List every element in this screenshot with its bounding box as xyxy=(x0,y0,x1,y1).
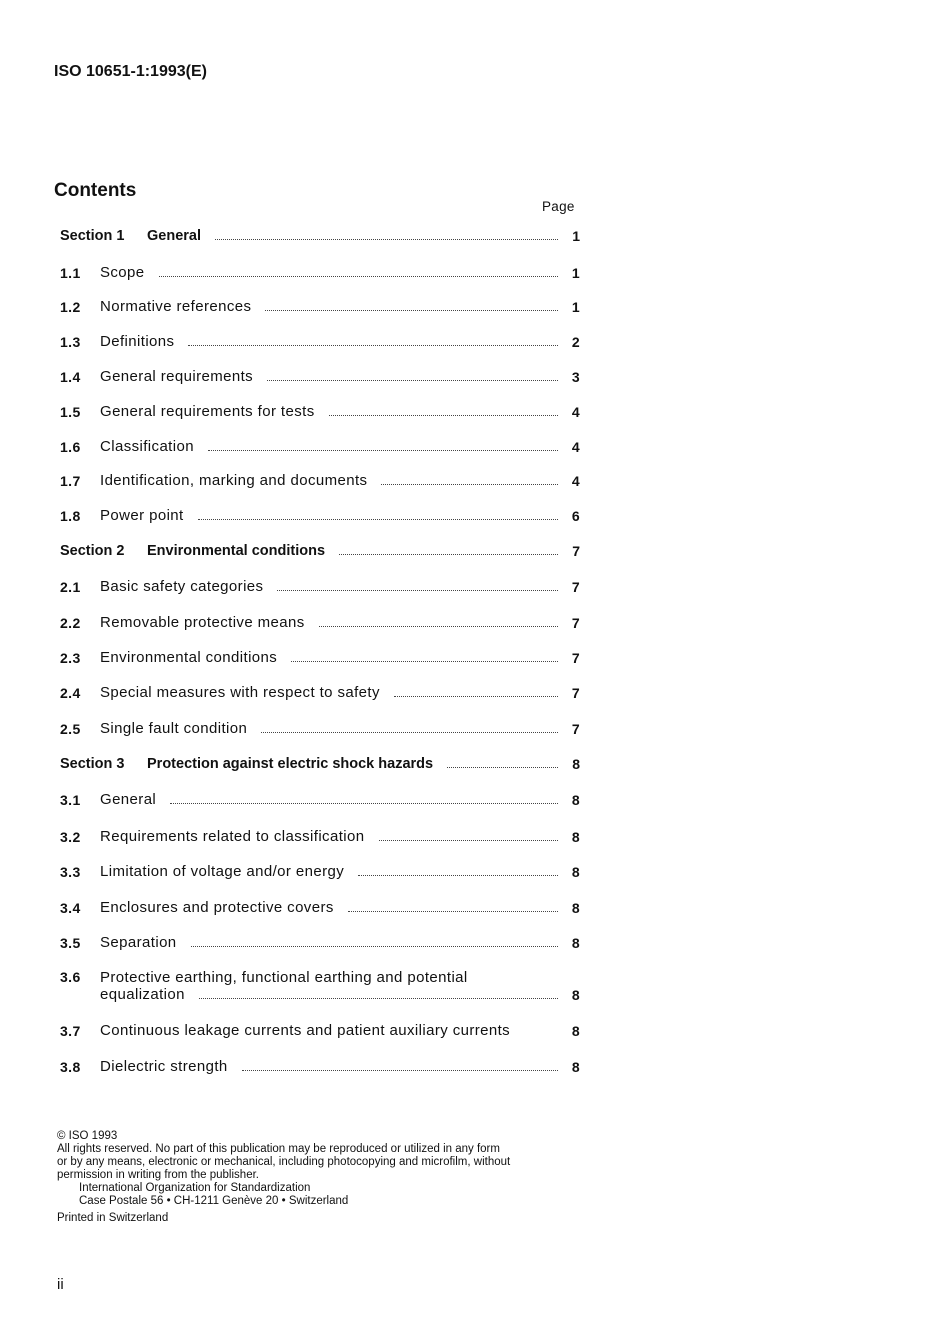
toc-entry-title: Separation xyxy=(100,934,177,951)
toc-entry-row xyxy=(60,828,580,845)
toc-page-number: 8 xyxy=(571,935,580,951)
dot-leader xyxy=(277,590,558,591)
document-id: ISO 10651-1:1993(E) xyxy=(54,63,207,80)
toc-entry-row xyxy=(60,298,580,315)
toc-entry-row xyxy=(60,507,580,524)
dot-leader xyxy=(191,946,558,947)
toc-entry-title: Definitions xyxy=(100,333,175,350)
toc-page-number: 7 xyxy=(571,650,580,666)
toc-section-row xyxy=(60,543,580,559)
toc-page-number: 4 xyxy=(571,473,580,489)
toc-entry-number: 3.1 xyxy=(60,792,81,808)
toc-page-number: 6 xyxy=(571,508,580,524)
toc-page-number: 1 xyxy=(572,228,580,244)
page-number: ii xyxy=(57,1276,64,1293)
toc-entry-row xyxy=(60,969,580,1003)
dot-leader xyxy=(242,1070,558,1071)
toc-entry-title: Single fault condition xyxy=(100,720,248,737)
toc-entry-row xyxy=(60,472,580,489)
toc-entry-title: Power point xyxy=(100,507,184,524)
organization-address: Case Postale 56 • CH-1211 Genève 20 • Switzerland xyxy=(79,1195,349,1207)
toc-page-number: 7 xyxy=(571,615,580,631)
toc-section-number: Section 3 xyxy=(60,756,125,772)
toc-entry-row xyxy=(60,264,580,281)
dot-leader xyxy=(170,803,558,804)
toc-entry-number: 3.7 xyxy=(60,1023,81,1039)
toc-entry-number: 3.8 xyxy=(60,1059,81,1075)
toc-entry-title: General requirements xyxy=(100,368,254,385)
copyright-line: © ISO 1993 xyxy=(57,1130,118,1142)
copyright-line: or by any means, electronic or mechanical, including photocopying and microfilm, without xyxy=(57,1156,511,1168)
dot-leader xyxy=(261,732,558,733)
toc-entry-title: Scope xyxy=(100,264,145,281)
page-column-label: Page xyxy=(542,199,575,214)
dot-leader xyxy=(394,696,558,697)
toc-entry-row xyxy=(60,934,580,951)
toc-page-number: 4 xyxy=(571,404,580,420)
toc-entry-row xyxy=(60,863,580,880)
toc-page-number: 4 xyxy=(571,439,580,455)
toc-entry-row xyxy=(60,720,580,737)
toc-entry-title: Dielectric strength xyxy=(100,1058,228,1075)
toc-section-row xyxy=(60,756,580,772)
toc-page-number: 8 xyxy=(571,1059,580,1075)
toc-entry-title: Normative references xyxy=(100,298,252,315)
toc-entry-title: General requirements for tests xyxy=(100,403,315,420)
toc-entry-row xyxy=(60,1022,580,1039)
toc-entry-number: 1.3 xyxy=(60,334,81,350)
toc-entry-title: Protective earthing, functional earthing and potential xyxy=(100,969,468,986)
toc-entry-row xyxy=(60,578,580,595)
toc-page-number: 8 xyxy=(571,792,580,808)
toc-entry-number: 1.2 xyxy=(60,299,81,315)
toc-entry-title: Classification xyxy=(100,438,194,455)
toc-entry-row xyxy=(60,333,580,350)
toc-page-number: 8 xyxy=(571,1023,580,1039)
dot-leader xyxy=(208,450,558,451)
dot-leader xyxy=(291,661,558,662)
toc-entry-title: Limitation of voltage and/or energy xyxy=(100,863,345,880)
toc-page-number: 7 xyxy=(571,579,580,595)
dot-leader xyxy=(215,239,558,240)
toc-entry-number: 2.4 xyxy=(60,685,81,701)
dot-leader xyxy=(447,767,558,768)
toc-page-number: 8 xyxy=(572,756,580,772)
toc-entry-title: Basic safety categories xyxy=(100,578,264,595)
toc-entry-number: 2.3 xyxy=(60,650,81,666)
dot-leader xyxy=(188,345,558,346)
toc-page-number: 8 xyxy=(571,829,580,845)
toc-page-number: 7 xyxy=(571,685,580,701)
toc-entry-row xyxy=(60,438,580,455)
toc-section-title: Protection against electric shock hazards xyxy=(147,756,434,772)
contents-heading: Contents xyxy=(54,180,137,201)
toc-entry-number: 1.6 xyxy=(60,439,81,455)
toc-entry-number: 2.5 xyxy=(60,721,81,737)
toc-entry-row xyxy=(60,1058,580,1075)
dot-leader xyxy=(267,380,558,381)
toc-section-title: General xyxy=(147,228,201,244)
toc-entry-number: 1.1 xyxy=(60,265,81,281)
copyright-line: permission in writing from the publisher. xyxy=(57,1169,259,1181)
toc-entry-number: 1.7 xyxy=(60,473,81,489)
toc-section-row xyxy=(60,228,580,244)
dot-leader xyxy=(159,276,558,277)
dot-leader xyxy=(265,310,558,311)
toc-entry-title: Requirements related to classification xyxy=(100,828,365,845)
toc-entry-title: Removable protective means xyxy=(100,614,305,631)
toc-entry-row xyxy=(60,403,580,420)
toc-entry-number: 2.2 xyxy=(60,615,81,631)
dot-leader xyxy=(199,998,558,999)
toc-entry-number: 3.3 xyxy=(60,864,81,880)
toc-entry-title: General xyxy=(100,791,157,808)
toc-page-number: 8 xyxy=(571,864,580,880)
toc-page-number: 7 xyxy=(571,721,580,737)
dot-leader xyxy=(339,554,558,555)
toc-section-number: Section 1 xyxy=(60,228,125,244)
dot-leader xyxy=(381,484,558,485)
toc-section-number: Section 2 xyxy=(60,543,125,559)
toc-page-number: 7 xyxy=(572,543,580,559)
toc-page-number: 2 xyxy=(571,334,580,350)
toc-entry-number: 3.2 xyxy=(60,829,81,845)
toc-page-number: 3 xyxy=(571,369,580,385)
toc-entry-title: Continuous leakage currents and patient auxiliary currents xyxy=(100,1022,511,1039)
toc-entry-title: Enclosures and protective covers xyxy=(100,899,334,916)
toc-entry-row xyxy=(60,684,580,701)
toc-entry-number: 3.5 xyxy=(60,935,81,951)
toc-entry-row xyxy=(60,899,580,916)
copyright-line: All rights reserved. No part of this publication may be reproduced or utilized in any form xyxy=(57,1143,500,1155)
dot-leader xyxy=(329,415,558,416)
dot-leader xyxy=(348,911,558,912)
toc-entry-row xyxy=(60,614,580,631)
toc-entry-number: 1.4 xyxy=(60,369,81,385)
toc-page-number: 1 xyxy=(571,299,580,315)
toc-entry-number: 1.5 xyxy=(60,404,81,420)
organization-name: International Organization for Standardization xyxy=(79,1182,311,1194)
toc-entry-title-continued: equalization xyxy=(100,986,185,1003)
toc-section-title: Environmental conditions xyxy=(147,543,326,559)
toc-entry-number: 2.1 xyxy=(60,579,81,595)
dot-leader xyxy=(358,875,558,876)
toc-page-number: 1 xyxy=(571,265,580,281)
dot-leader xyxy=(379,840,559,841)
toc-entry-title: Environmental conditions xyxy=(100,649,278,666)
toc-page-number: 8 xyxy=(571,987,580,1003)
toc-entry-row xyxy=(60,368,580,385)
toc-entry-number: 1.8 xyxy=(60,508,81,524)
toc-entry-row xyxy=(60,791,580,808)
dot-leader xyxy=(319,626,558,627)
toc-entry-number: 3.4 xyxy=(60,900,81,916)
toc-entry-row xyxy=(60,649,580,666)
printed-in: Printed in Switzerland xyxy=(57,1212,169,1224)
copyright-notice xyxy=(57,1130,510,1225)
toc-entry-title: Special measures with respect to safety xyxy=(100,684,380,701)
toc-entry-title: Identification, marking and documents xyxy=(100,472,368,489)
toc-page-number: 8 xyxy=(571,900,580,916)
dot-leader xyxy=(198,519,558,520)
toc-entry-number: 3.6 xyxy=(60,969,81,985)
